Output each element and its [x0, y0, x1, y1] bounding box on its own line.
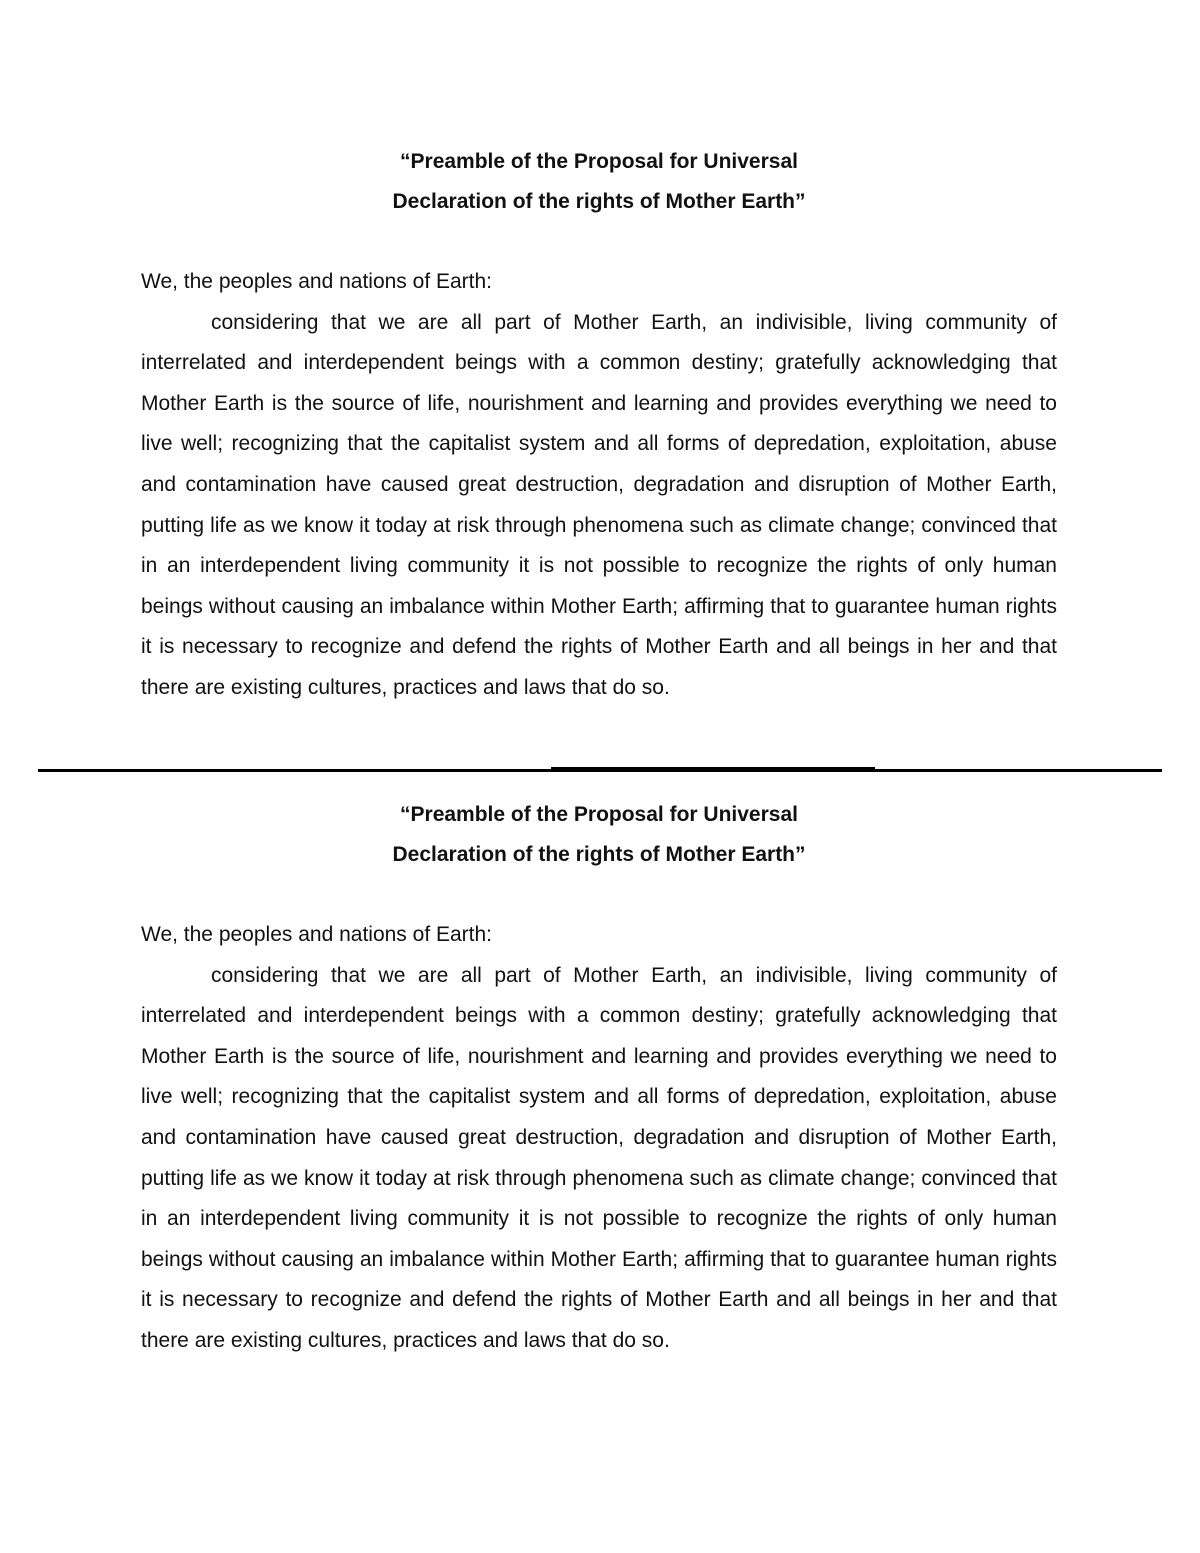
preamble-paragraph: considering that we are all part of Mother Earth, an indivisible, living community of interrelated and interdependent beings with a common destiny; gratefully acknowledging that Mother Earth is the source of life, nourishment and learning and provides everything we need to live well; recognizing that the capitalist system and all forms of depredation, exploitation, abuse and contamination have caused great destruction, degradation and disruption of Mother Earth, putting life as we know it today at risk through phenomena such as climate change; convinced that in an interdependent living community it is not possible to recognize the rights of only human beings without causing an imbalance within Mother Earth; affirming that to guarantee human rights it is necessary to recognize and defend the rights of Mother Earth and all beings in her and that there are existing cultures, practices and laws that do so. — [141, 310, 1057, 699]
title-line-2: Declaration of the rights of Mother Earth” — [392, 843, 806, 866]
section-divider-accent — [551, 767, 875, 769]
preamble-section-bottom — [141, 795, 1057, 1362]
title-line-2: Declaration of the rights of Mother Earth” — [392, 190, 806, 213]
document-title — [141, 795, 1057, 875]
section-divider — [38, 769, 1162, 772]
intro-line: We, the peoples and nations of Earth: — [141, 923, 493, 946]
document-title — [141, 142, 1057, 222]
preamble-paragraph: considering that we are all part of Mother Earth, an indivisible, living community of interrelated and interdependent beings with a common destiny; gratefully acknowledging that Mother Earth is the source of life, nourishment and learning and provides everything we need to live well; recognizing that the capitalist system and all forms of depredation, exploitation, abuse and contamination have caused great destruction, degradation and disruption of Mother Earth, putting life as we know it today at risk through phenomena such as climate change; convinced that in an interdependent living community it is not possible to recognize the rights of only human beings without causing an imbalance within Mother Earth; affirming that to guarantee human rights it is necessary to recognize and defend the rights of Mother Earth and all beings in her and that there are existing cultures, practices and laws that do so. — [141, 963, 1057, 1352]
intro-line: We, the peoples and nations of Earth: — [141, 270, 493, 293]
title-line-1: “Preamble of the Proposal for Universal — [400, 803, 798, 826]
preamble-section-top — [141, 142, 1057, 709]
title-line-1: “Preamble of the Proposal for Universal — [400, 150, 798, 173]
